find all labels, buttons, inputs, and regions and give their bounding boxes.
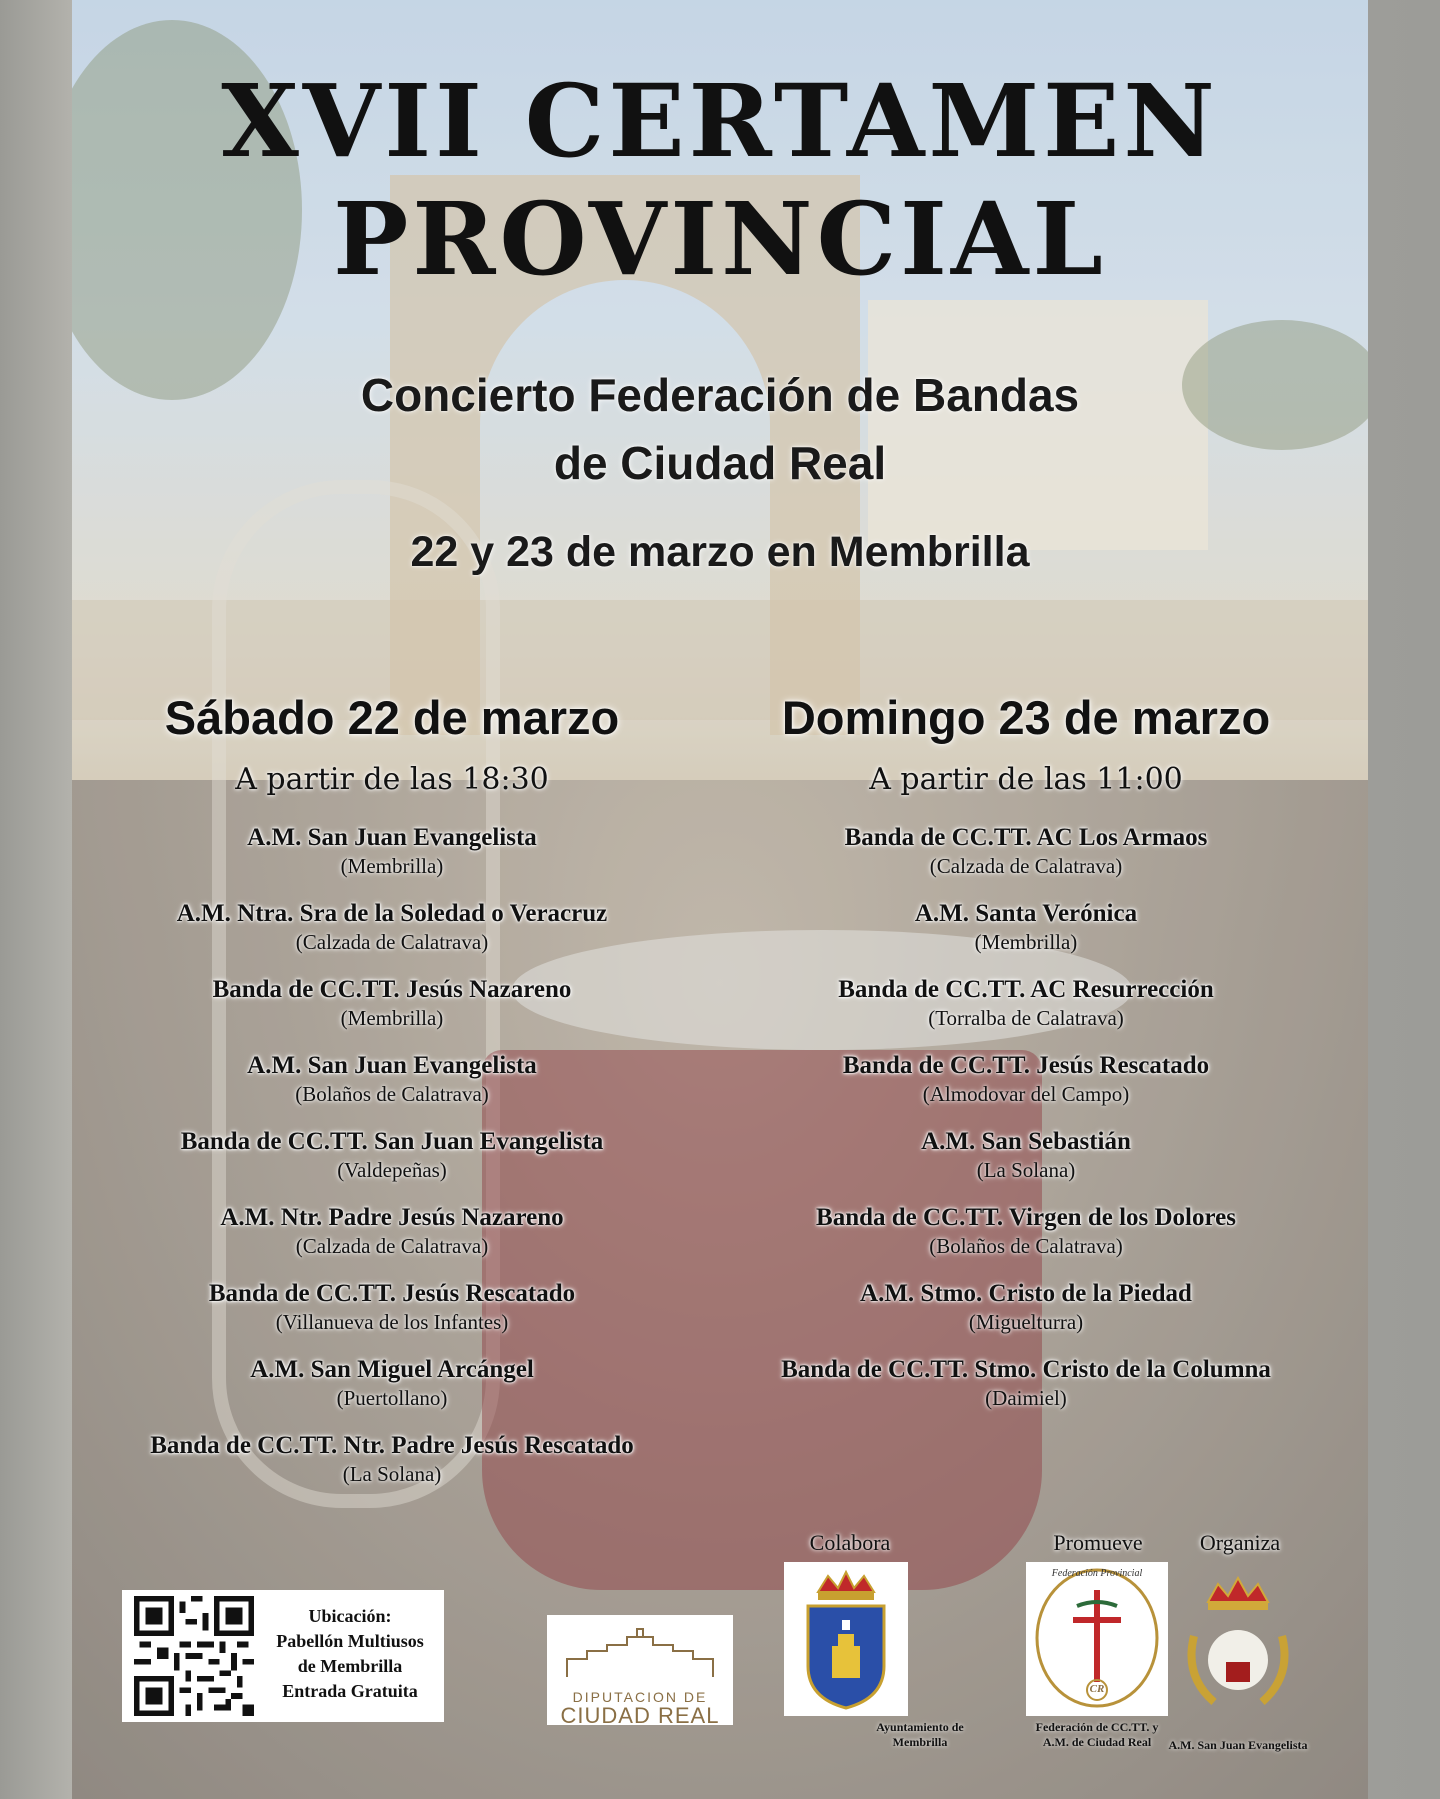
list-item [72,1128,712,1204]
band-name: A.M. San Sebastián [921,1128,1131,1155]
band-name: A.M. San Juan Evangelista [247,1052,537,1079]
location-label: Ubicación: [308,1606,392,1626]
promueve-label: Promueve [1053,1530,1143,1555]
band-town: (Puertollano) [336,1386,448,1410]
band-name: Banda de CC.TT. Ntr. Padre Jesús Rescatado [150,1432,634,1459]
subtitle-line-2: de Ciudad Real [553,437,887,489]
sunday-time: A partir de las 11:00 [869,762,1183,797]
promueve-caption-line-1: Federación de CC.TT. y [1035,1720,1159,1734]
list-item [72,900,712,976]
band-town: (Membrilla) [340,1006,444,1030]
band-town: (Bolaños de Calatrava) [929,1234,1123,1258]
band-name: Banda de CC.TT. AC Resurrección [838,976,1214,1003]
saturday-column [72,690,712,1508]
band-town: (Membrilla) [974,930,1078,954]
band-town: (Calzada de Calatrava) [295,930,489,954]
ayuntamiento-logo-box [784,1562,908,1716]
title-line-1: XVII CERTAMEN [221,62,1219,180]
saturday-heading: Sábado 22 de marzo [164,691,620,744]
location-text [262,1604,438,1704]
list-item [706,1128,1346,1204]
poster [72,0,1368,1799]
band-name: A.M. Stmo. Cristo de la Piedad [860,1280,1192,1307]
band-name: A.M. Ntr. Padre Jesús Nazareno [220,1204,564,1231]
band-town: (Valdepeñas) [337,1158,447,1182]
band-name: A.M. San Juan Evangelista [247,824,537,851]
event-dates: 22 y 23 de marzo en Membrilla [410,528,1030,576]
list-item [706,824,1346,900]
band-town: (Membrilla) [340,854,444,878]
coat-of-arms-icon [784,1562,908,1716]
band-name: Banda de CC.TT. Stmo. Cristo de la Columna [781,1356,1271,1383]
band-town: (La Solana) [342,1462,442,1486]
band-name: A.M. San Miguel Arcángel [250,1356,534,1383]
band-town: (Calzada de Calatrava) [929,854,1123,878]
seal-mark: CR [1089,1683,1105,1695]
band-name: Banda de CC.TT. San Juan Evangelista [180,1128,604,1155]
colabora-caption-line-2: Membrilla [892,1735,948,1749]
band-town: (La Solana) [976,1158,1076,1182]
venue-town: de Membrilla [297,1656,403,1676]
promueve-caption-line-2: A.M. de Ciudad Real [1042,1735,1152,1749]
diputacion-logo [547,1615,733,1728]
saturday-time: A partir de las 18:30 [235,762,549,797]
qr-code-icon[interactable] [134,1596,254,1716]
colabora-caption-line-1: Ayuntamiento de [876,1720,964,1734]
sunday-column [706,690,1346,1432]
band-town: (Villanueva de los Infantes) [275,1310,509,1334]
seal-text: Federación Provincial [1051,1568,1143,1579]
band-name: Banda de CC.TT. Jesús Rescatado [842,1052,1210,1079]
band-town: (Miguelturra) [968,1310,1084,1334]
band-name: Banda de CC.TT. Virgen de los Dolores [816,1204,1236,1231]
colabora-caption [852,1720,988,1750]
list-item [72,824,712,900]
band-name: A.M. Santa Verónica [914,900,1138,927]
list-item [706,1052,1346,1128]
band-name: Banda de CC.TT. Jesús Nazareno [212,976,572,1003]
laurel-crest-icon [1164,1566,1312,1716]
band-town: (Bolaños de Calatrava) [295,1082,489,1106]
entry-info: Entrada Gratuita [282,1681,418,1701]
sunday-heading: Domingo 23 de marzo [781,691,1271,744]
subtitle-line-1: Concierto Federación de Bandas [360,369,1080,421]
venue-name: Pabellón Multiusos [276,1631,424,1651]
band-name: Banda de CC.TT. AC Los Armaos [844,824,1208,851]
colabora-label: Colabora [809,1530,891,1555]
band-town: (Almodovar del Campo) [922,1082,1130,1106]
list-item [72,1280,712,1356]
organiza-caption: A.M. San Juan Evangelista [1168,1738,1308,1752]
list-item [72,976,712,1052]
list-item [706,976,1346,1052]
list-item [706,900,1346,976]
organiza-label: Organiza [1199,1530,1281,1555]
band-name: A.M. Ntra. Sra de la Soledad o Veracruz [176,900,608,927]
list-item [72,1432,712,1508]
band-town: (Daimiel) [985,1386,1067,1410]
building-outline-icon [547,1615,733,1685]
title-line-2: PROVINCIAL [333,180,1107,298]
list-item [706,1204,1346,1280]
list-item [72,1204,712,1280]
list-item [706,1356,1346,1432]
diputacion-line-1: DIPUTACION DE [572,1689,708,1705]
location-box [122,1590,444,1722]
list-item [706,1280,1346,1356]
band-town: (Torralba de Calatrava) [928,1006,1124,1030]
list-item [72,1052,712,1128]
diputacion-line-2: CIUDAD REAL [560,1703,720,1728]
band-name: Banda de CC.TT. Jesús Rescatado [208,1280,576,1307]
federacion-logo-box [1026,1562,1168,1716]
list-item [72,1356,712,1432]
band-town: (Calzada de Calatrava) [295,1234,489,1258]
